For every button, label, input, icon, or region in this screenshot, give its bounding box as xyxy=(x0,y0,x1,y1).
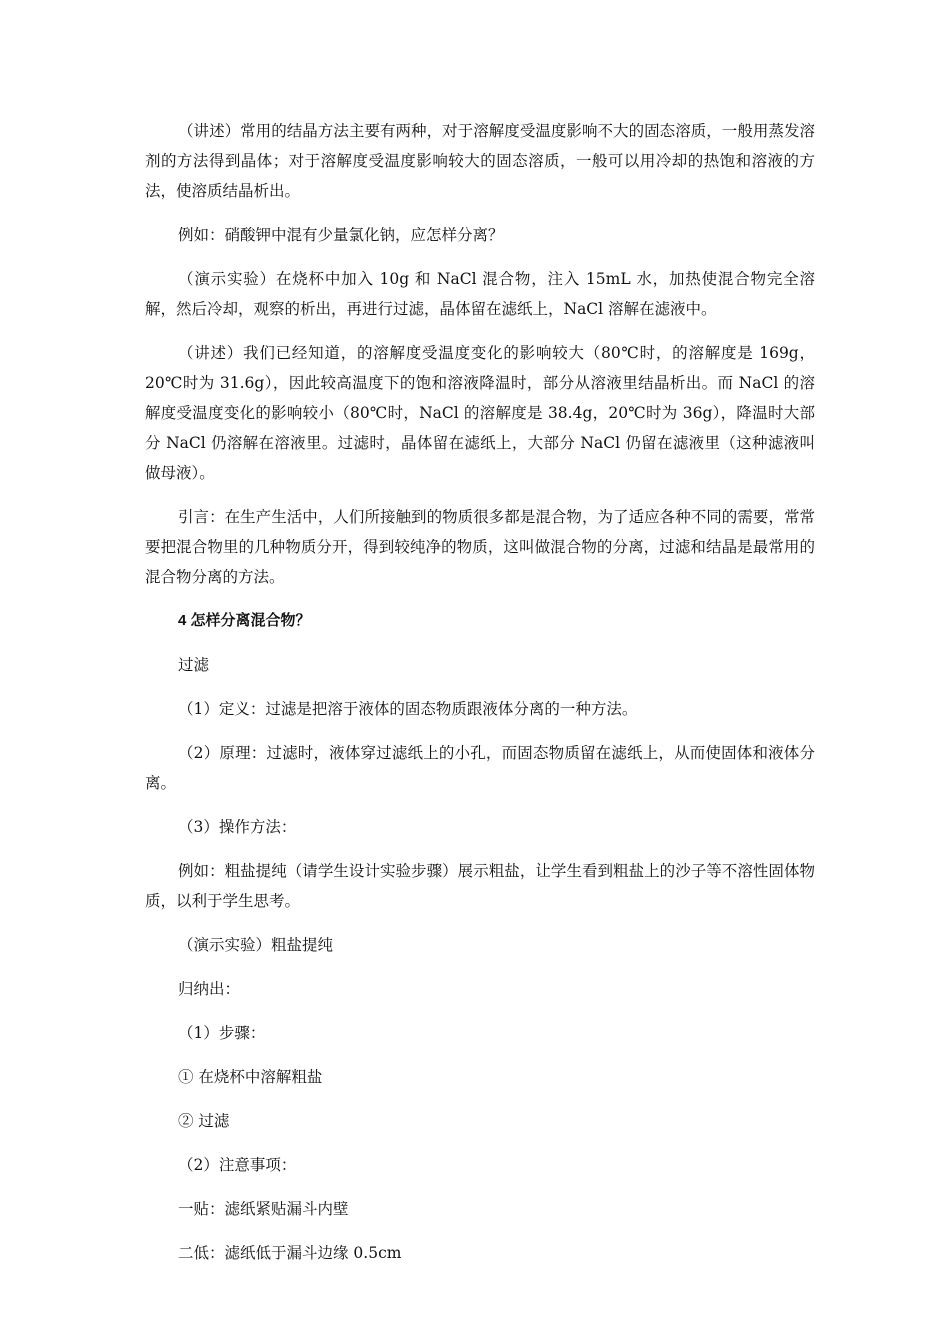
subsection-filtration: 过滤 xyxy=(178,656,210,674)
list-item-step-2: ② 过滤 xyxy=(178,1112,230,1130)
list-item-step-1: ① 在烧杯中溶解粗盐 xyxy=(178,1068,323,1086)
paragraph-steps: （1）步骤： xyxy=(178,1024,266,1042)
paragraph-summary: 归纳出： xyxy=(178,980,241,998)
paragraph-crystallization-methods: （讲述）常用的结晶方法主要有两种，对于溶解度受温度影响不大的固态溶质，一般用蒸发溶剂的方法得到晶体；对于溶解度受温度影响较大的固态溶质，一般可以用冷却的热饱和溶液的方法，使溶质结晶析出。 xyxy=(145,122,815,200)
list-item-note-1: 一贴：滤纸紧贴漏斗内壁 xyxy=(178,1200,349,1218)
paragraph-principle: （2）原理：过滤时，液体穿过滤纸上的小孔，而固态物质留在滤纸上，从而使固体和液体分离。 xyxy=(145,744,815,792)
paragraph-solubility-explanation: （讲述）我们已经知道，的溶解度受温度变化的影响较大（80℃时，的溶解度是 169g，20℃时为 31.6g），因此较高温度下的饱和溶液降温时，部分从溶液里结晶析出。而 NaCl 的溶解度受温度变化的影响较小（80℃时，NaCl 的溶解度是 38.4g，20℃时为 36g），降温时大部分 NaCl 仍溶解在溶液里。过滤时，晶体留在滤纸上，大部分 NaCl 仍留在滤液里（这种滤液叫做母液）。 xyxy=(145,344,815,482)
list-item-note-2: 二低：滤纸低于漏斗边缘 0.5cm xyxy=(178,1244,402,1262)
paragraph-notes: （2）注意事项： xyxy=(178,1156,297,1174)
paragraph-demo-experiment: （演示实验）在烧杯中加入 10g 和 NaCl 混合物，注入 15mL 水，加热使混合物完全溶解，然后冷却，观察的析出，再进行过滤，晶体留在滤纸上，NaCl 溶解在滤液中。 xyxy=(145,270,815,318)
paragraph-example-question: 例如：硝酸钾中混有少量氯化钠，应怎样分离？ xyxy=(178,226,504,244)
paragraph-salt-example: 例如：粗盐提纯（请学生设计实验步骤）展示粗盐，让学生看到粗盐上的沙子等不溶性固体物质，以利于学生思考。 xyxy=(145,862,815,910)
section-heading: 4 怎样分离混合物？ xyxy=(178,612,311,629)
paragraph-definition: （1）定义：过滤是把溶于液体的固态物质跟液体分离的一种方法。 xyxy=(178,700,638,718)
paragraph-salt-demo: （演示实验）粗盐提纯 xyxy=(178,936,334,954)
paragraph-introduction: 引言：在生产生活中，人们所接触到的物质很多都是混合物，为了适应各种不同的需要，常常要把混合物里的几种物质分开，得到较纯净的物质，这叫做混合物的分离，过滤和结晶是最常用的混合物分离的方法。 xyxy=(145,508,815,586)
document-body xyxy=(145,116,815,1282)
paragraph-operation-method: （3）操作方法： xyxy=(178,818,297,836)
